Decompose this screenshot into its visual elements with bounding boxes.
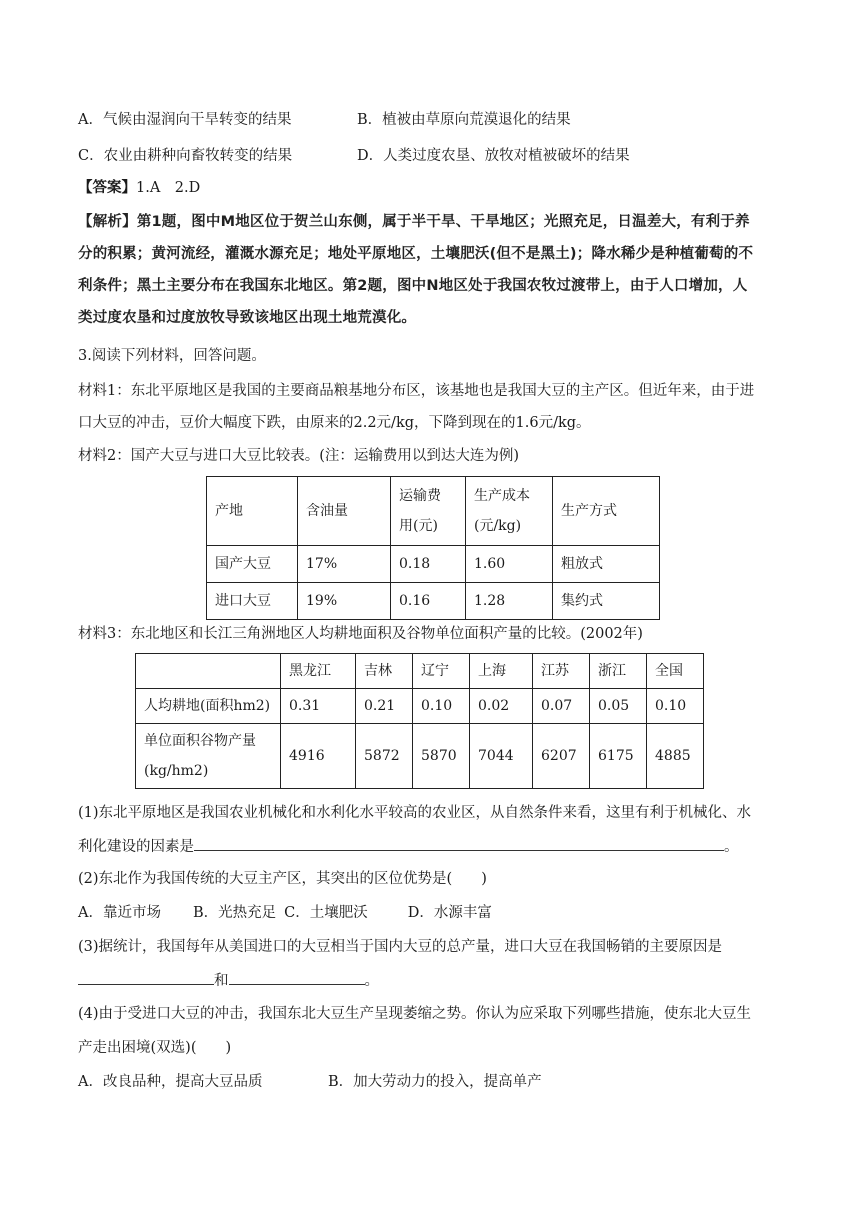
analysis-line-2: 分的积累；黄河流经，灌溉水源充足；地处平原地区，土壤肥沃(但不是黑土)；降水稀少是种植葡萄的不 xyxy=(78,246,754,262)
table-row-label: 人均耕地(面积hm2) xyxy=(136,689,281,724)
table-cell: 4916 xyxy=(281,724,356,789)
table-cell: 集约式 xyxy=(553,583,660,620)
table-cell: 19% xyxy=(298,583,391,620)
table-cell: 4885 xyxy=(647,724,704,789)
answer-text: 1.A 2.D xyxy=(136,180,201,196)
table-header-cell xyxy=(136,654,281,689)
answer-line xyxy=(78,178,200,198)
sub2-option-c: C．土壤肥沃 xyxy=(284,905,368,921)
table-cell: 国产大豆 xyxy=(207,546,298,583)
sub2-option-d: D．水源丰富 xyxy=(407,905,492,921)
sub3-line-2 xyxy=(78,970,379,991)
option-b: B．植被由草原向荒漠退化的结果 xyxy=(357,112,571,128)
sub1-suffix: 。 xyxy=(724,839,739,855)
analysis-line-3: 利条件；黑土主要分布在我国东北地区。第2题，图中N地区处于我国农牧过渡带上，由于人口增加，人 xyxy=(78,278,748,294)
table-row xyxy=(207,546,660,583)
table-cell: 5870 xyxy=(413,724,470,789)
material2-text: 材料2：国产大豆与进口大豆比较表。(注：运输费用以到达大连为例) xyxy=(78,448,520,464)
table-cell: 0.07 xyxy=(533,689,590,724)
analysis-text-1: 第1题，图中M地区位于贺兰山东侧，属于半干旱、干旱地区；光照充足，日温差大，有利于养 xyxy=(136,214,750,230)
table-row xyxy=(136,689,704,724)
answer-blank[interactable] xyxy=(78,970,214,985)
table-header-cell: 吉林 xyxy=(356,654,413,689)
table-header-cell: 浙江 xyxy=(590,654,647,689)
sub4-option-b: B．加大劳动力的投入，提高单产 xyxy=(328,1074,542,1090)
table-cell: 进口大豆 xyxy=(207,583,298,620)
table-cell: 1.28 xyxy=(466,583,553,620)
table-header-row xyxy=(207,477,660,546)
q3-intro: 3.阅读下列材料，回答问题。 xyxy=(78,348,266,364)
table-cell: 5872 xyxy=(356,724,413,789)
table-header-cell: 江苏 xyxy=(533,654,590,689)
table-cell: 0.10 xyxy=(647,689,704,724)
material1-line-1: 材料1：东北平原地区是我国的主要商品粮基地分布区，该基地也是我国大豆的主产区。但近年来，由于进 xyxy=(78,383,755,399)
sub4-line-2: 产走出困境(双选)( ) xyxy=(78,1040,232,1056)
farmland-yield-table xyxy=(135,653,704,789)
table-cell: 0.05 xyxy=(590,689,647,724)
table-cell: 17% xyxy=(298,546,391,583)
option-a: A．气候由湿润向干旱转变的结果 xyxy=(78,112,292,128)
table-header-cell: 生产成本 (元/kg) xyxy=(466,477,553,546)
table-header-cell: 上海 xyxy=(470,654,533,689)
table-header-cell: 黑龙江 xyxy=(281,654,356,689)
option-c: C．农业由耕种向畜牧转变的结果 xyxy=(78,148,293,164)
table-cell: 0.21 xyxy=(356,689,413,724)
answer-blank[interactable] xyxy=(229,970,365,985)
table-cell: 6175 xyxy=(590,724,647,789)
table-cell: 7044 xyxy=(470,724,533,789)
material1-line-2: 口大豆的冲击，豆价大幅度下跌，由原来的2.2元/kg，下降到现在的1.6元/kg。 xyxy=(78,415,591,431)
sub3-and: 和 xyxy=(214,973,229,989)
option-d: D．人类过度农垦、放牧对植被破坏的结果 xyxy=(357,148,630,164)
sub1-prefix: 利化建设的因素是 xyxy=(78,839,194,855)
table-cell: 粗放式 xyxy=(553,546,660,583)
sub3-end: 。 xyxy=(364,973,379,989)
material3-text: 材料3：东北地区和长江三角洲地区人均耕地面积及谷物单位面积产量的比较。(2002年) xyxy=(78,626,643,642)
analysis-label: 【解析】 xyxy=(78,214,137,230)
table-header-row xyxy=(136,654,704,689)
table-cell: 6207 xyxy=(533,724,590,789)
table-cell: 0.02 xyxy=(470,689,533,724)
table-cell: 0.16 xyxy=(391,583,466,620)
table-cell: 0.31 xyxy=(281,689,356,724)
sub4-option-a: A．改良品种，提高大豆品质 xyxy=(78,1074,263,1090)
table-cell: 1.60 xyxy=(466,546,553,583)
table-row xyxy=(207,583,660,620)
sub4-line-1: (4)由于受进口大豆的冲击，我国东北大豆生产呈现萎缩之势。你认为应采取下列哪些措施，使东北大豆生 xyxy=(78,1006,752,1022)
analysis-line-4: 类过度农垦和过度放牧导致该地区出现土地荒漠化。 xyxy=(78,310,417,326)
analysis-line-1 xyxy=(78,212,750,232)
sub1-line-2 xyxy=(78,836,739,857)
sub2-option-b: B．光热充足 xyxy=(192,905,277,921)
sub2-options xyxy=(78,903,492,923)
table-header-cell: 运输费 用(元) xyxy=(391,477,466,546)
table-header-cell: 产地 xyxy=(207,477,298,546)
table-cell: 0.10 xyxy=(413,689,470,724)
sub1-line-1: (1)东北平原地区是我国农业机械化和水利化水平较高的农业区，从自然条件来看，这里有利于机械化、水 xyxy=(78,805,752,821)
sub2-question: (2)东北作为我国传统的大豆主产区，其突出的区位优势是( ) xyxy=(78,871,487,887)
sub3-line-1: (3)据统计，我国每年从美国进口的大豆相当于国内大豆的总产量，进口大豆在我国畅销的主要原因是 xyxy=(78,939,723,955)
answer-label: 【答案】 xyxy=(78,180,136,196)
table-row-label: 单位面积谷物产量 (kg/hm2) xyxy=(136,724,281,789)
answer-blank[interactable] xyxy=(194,836,724,851)
table-cell: 0.18 xyxy=(391,546,466,583)
table-header-cell: 生产方式 xyxy=(553,477,660,546)
table-row xyxy=(136,724,704,789)
table-header-cell: 辽宁 xyxy=(413,654,470,689)
table-header-cell: 含油量 xyxy=(298,477,391,546)
sub2-option-a: A．靠近市场 xyxy=(78,905,161,921)
table-header-cell: 全国 xyxy=(647,654,704,689)
soybean-comparison-table xyxy=(206,476,660,620)
